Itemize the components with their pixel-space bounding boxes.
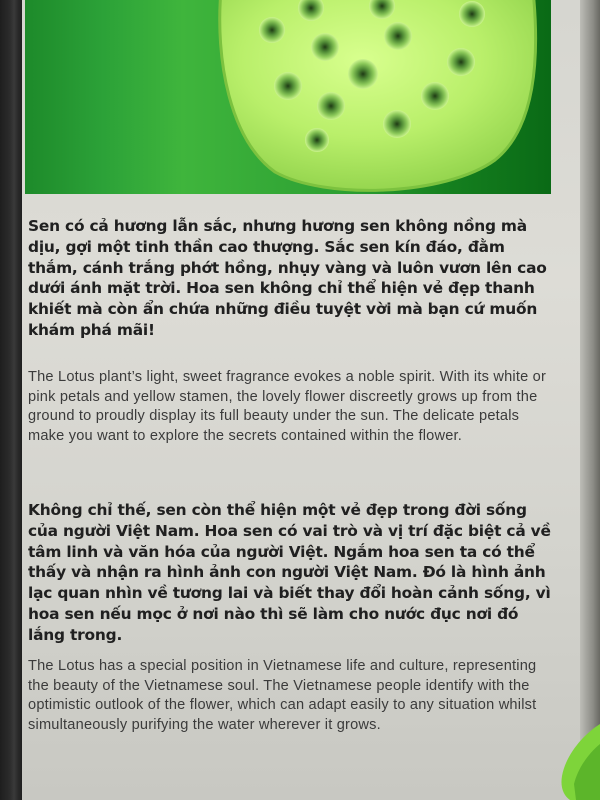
paragraph-vietnamese-1: Sen có cả hương lẫn sắc, nhưng hương sen không nồng mà dịu, gợi một tinh thần cao thượng. Sắc sen kín đáo, đằm thắm, cánh trắng phớt hồng, nhụy vàng và luôn vươn lên cao dưới ánh mặt trời. Hoa sen không chỉ thể hiện vẻ đẹp thanh khiết mà còn ẩn chứa những điều tuyệt vời mà bạn cứ muốn khám phá mãi! — [28, 217, 547, 339]
lotus-pod-photo — [25, 0, 551, 194]
paragraph-english-2: The Lotus has a special position in Vietnamese life and culture, representing the beauty of the Vietnamese soul. The Vietnamese people identify with the optimistic outlook of the flower, which can adapt easily to any situation whilst simultaneously purifying the water wherever it grows. — [28, 658, 537, 733]
paragraph-vietnamese-2: Không chỉ thế, sen còn thể hiện một vẻ đẹp trong đời sống của người Việt Nam. Hoa sen có vai trò và vị trí đặc biệt cả về tâm linh và văn hóa của người Việt. Ngắm hoa sen ta có thể thấy và nhận ra hình ảnh con người Việt Nam. Đó là hình ảnh lạc quan nhìn về tương lai và biết thay đổi hoàn cảnh sống, vì hoa sen nếu mọc ở nơi nào thì sẽ làm cho nước đục nơi đó lắng trong. — [28, 501, 551, 644]
paragraph-english-1: The Lotus plant’s light, sweet fragrance evokes a noble spirit. With its white or pink petals and yellow stamen, the lovely flower discreetly grows up from the ground to proudly display its full beauty under the sun. The delicate petals make you want to explore the secrets contained within the flower. — [28, 369, 547, 444]
lotus-leaf-corner-image — [560, 724, 600, 800]
lotus-seed-pod-illustration — [25, 0, 551, 194]
